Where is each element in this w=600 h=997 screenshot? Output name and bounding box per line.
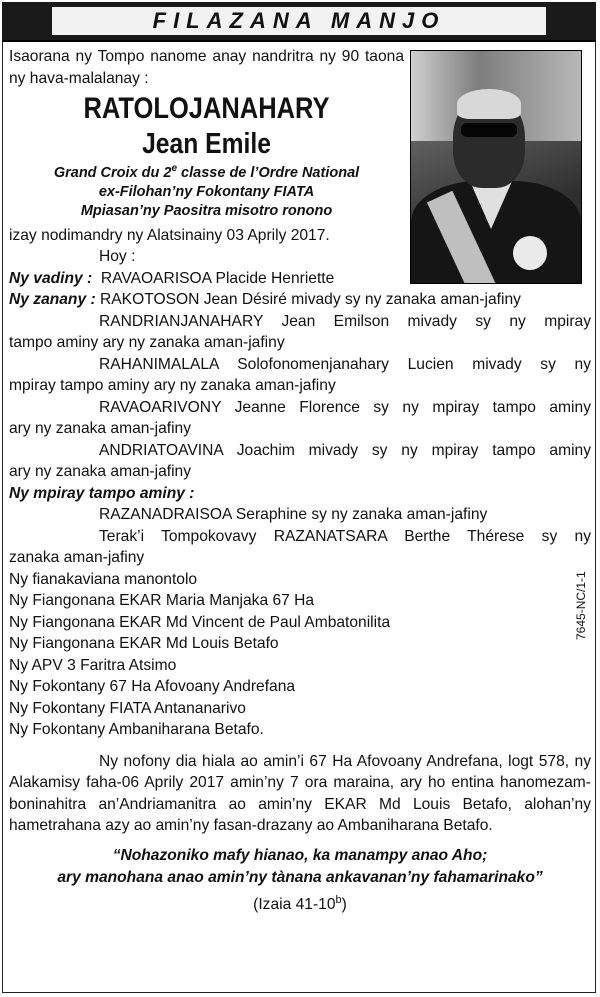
children-line-1: Ny zanany : RAKOTOSON Jean Désiré mivady sy ny zanaka aman-jafiny — [9, 291, 521, 309]
quote-line-1: “Nohazoniko mafy hianao, ka manampy anao Aho; — [112, 846, 488, 864]
title-line-1: Grand Croix du 2e classe de l’Ordre National — [53, 163, 360, 181]
deceased-titles — [9, 159, 404, 221]
children-line-9: ary ny zanaka aman-jafiny — [9, 463, 192, 481]
others-item: Ny fianakaviana manontolo — [9, 570, 198, 588]
side-code: 7645-NC/1-1 — [574, 571, 588, 640]
children-line-7: ary ny zanaka aman-jafiny — [9, 420, 192, 438]
others-item: Ny Fokontany Ambaniharana Betafo. — [9, 721, 264, 739]
header-label-box — [52, 7, 546, 35]
others-item: Ny Fiangonana EKAR Md Louis Betafo — [9, 635, 279, 653]
others-item: Ny Fokontany FIATA Antananarivo — [9, 699, 246, 717]
hoy-label: Hoy : — [99, 248, 136, 266]
bible-reference: (Izaia 41-10$^b$) — [253, 893, 347, 914]
intro-text: Isaorana ny Tompo nanome anay nandritra ny 90 taona ny hava-malalanay : — [9, 48, 404, 87]
title-line-2: ex-Filohan’ny Fokontany FIATA — [98, 183, 315, 200]
others-item: Ny Fokontany 67 Ha Afovoany Andrefana — [9, 678, 296, 696]
deceased-surname: RATOLOJANAHARY — [83, 92, 330, 125]
page-title: FILAZANA MANJO — [152, 8, 446, 33]
widow-line: Ny vadiny : RAVAOARISOA Placide Henriette — [9, 269, 335, 287]
others-item: Ny Fiangonana EKAR Md Vincent de Paul Ambatonilita — [9, 613, 391, 631]
title-line-3: Mpiasan’ny Paositra misotro ronono — [80, 202, 333, 219]
children-line-6: RAVAOARIVONY Jeanne Florence sy ny mpiray tampo aminy — [99, 398, 591, 416]
children-line-3: tampo aminy ary ny zanaka aman-jafiny — [9, 334, 285, 352]
header-bar — [2, 2, 596, 42]
children-line-5: mpiray tampo aminy ary ny zanaka aman-jafiny — [9, 377, 336, 395]
siblings-line-2: Terak’i Tompokovavy RAZANATSARA Berthe Thérese sy ny — [99, 527, 591, 545]
others-item: Ny APV 3 Faritra Atsimo — [9, 656, 177, 674]
death-date: izay nodimandry ny Alatsinainy 03 Aprily 2017. — [9, 226, 330, 244]
children-line-4: RAHANIMALALA Solofonomenjanahary Lucien mivady sy ny — [99, 355, 591, 373]
children-line-8: ANDRIATOAVINA Joachim mivady sy ny mpiray tampo aminy — [99, 441, 591, 459]
quote — [9, 845, 591, 889]
notice-body — [9, 46, 591, 916]
others-item: Ny Fiangonana EKAR Maria Manjaka 67 Ha — [9, 592, 315, 610]
deceased-given-names: Jean Emile — [142, 128, 271, 160]
funeral-paragraph: Ny nofony dia hiala ao amin’i 67 Ha Afovoany Andrefana, logt 578, ny Alakamisy faha-06 Aprily 2017 amin’ny 7 ora maraina, ary ho entina hanomezam-boninahitra an’Andriamanitra ao amin’ny EKAR Md Louis Betafo, alohan’ny hametrahana azy ao amin’ny fasan-drazany ao Ambaniharana Betafo. — [9, 752, 591, 835]
quote-line-2: ary manohana anao amin’ny tànana ankavanan’ny fahamarinako” — [57, 868, 543, 886]
siblings-label: Ny mpiray tampo aminy : — [9, 484, 195, 502]
siblings-line-3: zanaka aman-jafiny — [9, 549, 145, 567]
siblings-line-1: RAZANADRAISOA Seraphine sy ny zanaka aman-jafiny — [99, 506, 488, 524]
children-line-2: RANDRIANJANAHARY Jean Emilson mivady sy ny mpiray — [99, 312, 591, 330]
